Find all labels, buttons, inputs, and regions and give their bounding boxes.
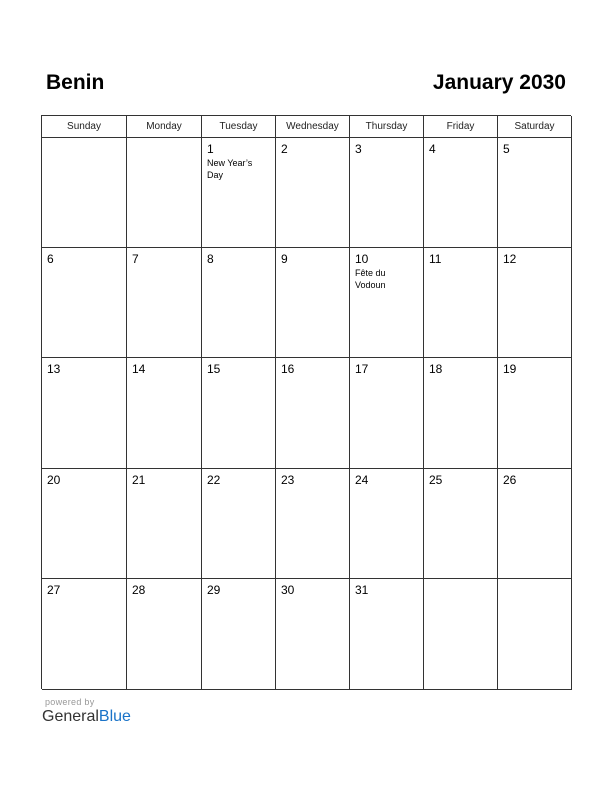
day-cell	[276, 358, 350, 469]
day-cell	[276, 248, 350, 358]
day-cell	[424, 138, 498, 248]
day-cell	[127, 358, 202, 469]
day-number: 10	[355, 252, 369, 266]
day-cell	[350, 579, 424, 690]
day-cell	[498, 469, 572, 579]
day-number: 30	[281, 583, 295, 597]
day-cell	[350, 248, 424, 358]
day-number: 12	[503, 252, 517, 266]
day-cell	[424, 469, 498, 579]
day-number: 16	[281, 362, 295, 376]
brand-name-general: General	[42, 708, 99, 725]
holiday-label: New Year’s Day	[207, 158, 253, 180]
day-cell	[202, 469, 276, 579]
weekday-header: Thursday	[350, 116, 424, 138]
day-cell	[127, 579, 202, 690]
day-cell	[276, 579, 350, 690]
day-cell	[127, 248, 202, 358]
day-cell	[424, 248, 498, 358]
day-number: 28	[132, 583, 146, 597]
day-cell	[350, 358, 424, 469]
day-number: 23	[281, 473, 295, 487]
day-cell	[42, 579, 127, 690]
day-number: 9	[281, 252, 288, 266]
weekday-header: Sunday	[42, 116, 127, 138]
day-number: 19	[503, 362, 517, 376]
day-number: 14	[132, 362, 146, 376]
day-number: 11	[429, 252, 442, 266]
day-number: 27	[47, 583, 61, 597]
weekday-header: Wednesday	[276, 116, 350, 138]
day-cell	[498, 138, 572, 248]
day-number: 29	[207, 583, 221, 597]
day-number: 8	[207, 252, 214, 266]
day-cell	[42, 469, 127, 579]
day-cell	[127, 138, 202, 248]
day-number: 4	[429, 142, 436, 156]
day-cell	[498, 358, 572, 469]
day-number: 20	[47, 473, 61, 487]
day-cell	[498, 248, 572, 358]
day-number: 3	[355, 142, 362, 156]
day-number: 17	[355, 362, 369, 376]
day-cell	[350, 138, 424, 248]
day-cell	[42, 248, 127, 358]
day-number: 7	[132, 252, 139, 266]
day-cell	[350, 469, 424, 579]
powered-by-text: powered by	[45, 697, 95, 707]
weekday-header: Monday	[127, 116, 202, 138]
country-title: Benin	[46, 71, 105, 94]
day-number: 22	[207, 473, 221, 487]
day-cell	[424, 579, 498, 690]
day-cell	[127, 469, 202, 579]
weekday-header: Tuesday	[202, 116, 276, 138]
day-number: 13	[47, 362, 61, 376]
day-number: 2	[281, 142, 288, 156]
day-cell	[202, 138, 276, 248]
day-number: 1	[207, 142, 214, 156]
day-number: 26	[503, 473, 517, 487]
day-cell	[42, 138, 127, 248]
day-cell	[498, 579, 572, 690]
brand-name-blue: Blue	[98, 708, 131, 725]
day-number: 24	[355, 473, 369, 487]
day-number: 6	[47, 252, 54, 266]
holiday-label: Fête du Vodoun	[355, 268, 386, 290]
day-number: 15	[207, 362, 221, 376]
day-number: 5	[503, 142, 510, 156]
day-cell	[276, 138, 350, 248]
day-cell	[424, 358, 498, 469]
calendar-grid	[41, 115, 571, 689]
day-cell	[202, 248, 276, 358]
day-cell	[276, 469, 350, 579]
day-number: 31	[355, 583, 369, 597]
day-number: 25	[429, 473, 443, 487]
day-number: 21	[132, 473, 146, 487]
day-cell	[202, 579, 276, 690]
generalblue-logo[interactable]	[42, 708, 131, 726]
day-cell	[42, 358, 127, 469]
day-number: 18	[429, 362, 443, 376]
month-title: January 2030	[432, 71, 566, 94]
weekday-header: Friday	[424, 116, 498, 138]
day-cell	[202, 358, 276, 469]
weekday-header: Saturday	[498, 116, 572, 138]
